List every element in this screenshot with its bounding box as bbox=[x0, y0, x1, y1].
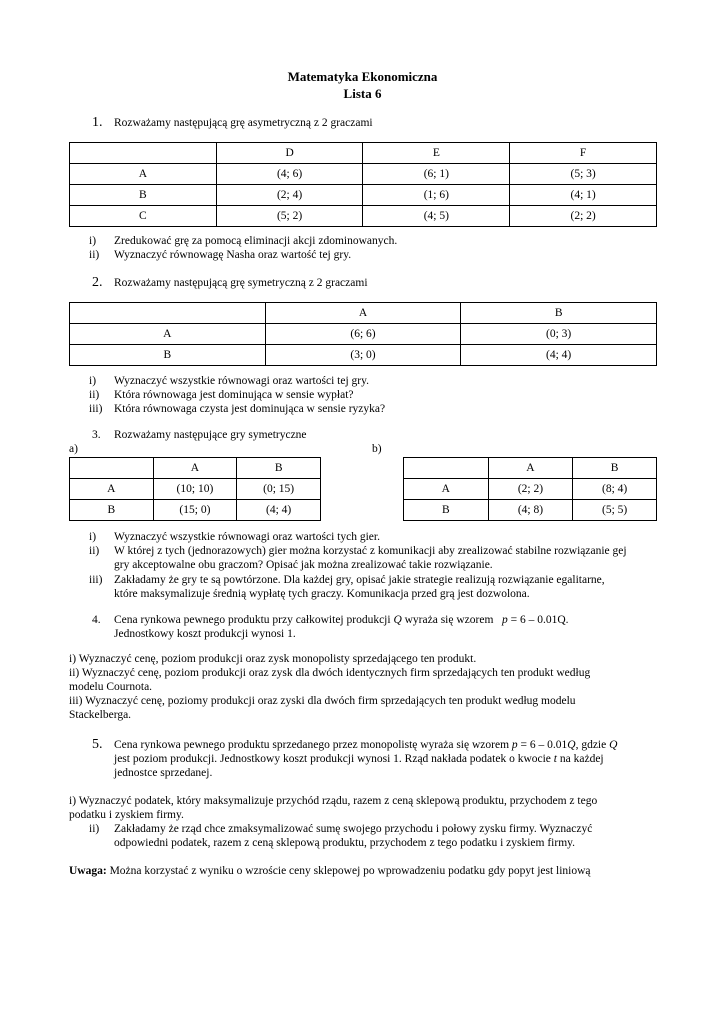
task-text: Wyznaczyć równowagę Nasha oraz wartość tej gry. bbox=[114, 249, 352, 261]
q3-label-b: b) bbox=[372, 443, 382, 455]
q3-task-iii bbox=[89, 574, 659, 604]
table-cell: (10; 10) bbox=[153, 479, 237, 500]
table-header-cell: D bbox=[216, 143, 363, 164]
q1-number: 1. bbox=[92, 115, 103, 130]
q2-number: 2. bbox=[92, 275, 103, 290]
q5-line2 bbox=[114, 753, 659, 765]
task-number: i) bbox=[89, 531, 97, 543]
page-title: Matematyka Ekonomiczna bbox=[287, 69, 438, 84]
row-label: B bbox=[70, 185, 217, 206]
table-cell: (4; 1) bbox=[510, 185, 657, 206]
q4-number: 4. bbox=[92, 614, 101, 626]
q3-text: Rozważamy następujące gry symetryczne bbox=[114, 429, 307, 441]
row-label: B bbox=[404, 500, 489, 521]
row-label: A bbox=[70, 324, 266, 345]
table-row bbox=[70, 458, 321, 479]
table-row bbox=[70, 164, 657, 185]
q3-task-ii bbox=[89, 545, 659, 575]
table-cell bbox=[404, 458, 489, 479]
table-cell: (8; 4) bbox=[573, 479, 657, 500]
q5-var-q: Q bbox=[609, 739, 618, 751]
table-header-cell: A bbox=[265, 303, 461, 324]
table-cell: (4; 8) bbox=[488, 500, 573, 521]
q4-var-p: p bbox=[502, 614, 508, 626]
table-cell: (4; 5) bbox=[363, 206, 510, 227]
q4-line2: Jednostkowy koszt produkcji wynosi 1. bbox=[114, 628, 296, 640]
table-row bbox=[404, 500, 657, 521]
q2-table bbox=[69, 302, 657, 366]
note-label: Uwaga: bbox=[69, 865, 107, 877]
table-cell: (15; 0) bbox=[153, 500, 237, 521]
table-row bbox=[404, 479, 657, 500]
q4-text: Cena rynkowa pewnego produktu przy całkowitej produkcji bbox=[114, 614, 391, 626]
table-row bbox=[404, 458, 657, 479]
task-text: Zredukować grę za pomocą eliminacji akcji zdominowanych. bbox=[114, 235, 398, 247]
table-cell: (5; 5) bbox=[573, 500, 657, 521]
task-text: Zakładamy że gry te są powtórzone. Dla każdej gry, opisać jakie strategie realizują rozwiązanie egalitarne, bbox=[114, 574, 605, 586]
row-label: C bbox=[70, 206, 217, 227]
table-cell bbox=[70, 458, 154, 479]
table-header-cell: A bbox=[153, 458, 237, 479]
page-subtitle: Lista 6 bbox=[343, 86, 382, 101]
table-row bbox=[70, 345, 657, 366]
q3-table-a bbox=[69, 457, 321, 521]
table-cell: (4; 6) bbox=[216, 164, 363, 185]
q5-number: 5. bbox=[92, 737, 103, 752]
task-text: które maksymalizuje średnią wypłatę tych graczy. Komunikacja przed grą jest dozwolona. bbox=[114, 588, 530, 600]
table-cell: (2; 2) bbox=[488, 479, 573, 500]
table-cell: (2; 2) bbox=[510, 206, 657, 227]
row-label: A bbox=[70, 479, 154, 500]
table-cell: (4; 4) bbox=[461, 345, 657, 366]
row-label: A bbox=[404, 479, 489, 500]
table-cell: (2; 4) bbox=[216, 185, 363, 206]
row-label: B bbox=[70, 500, 154, 521]
q4-var-q: Q bbox=[393, 614, 402, 626]
q2-text: Rozważamy następującą grę symetryczną z 2 graczami bbox=[114, 277, 368, 289]
q4-formula: = 6 – 0.01Q. bbox=[510, 614, 569, 626]
table-header-cell: B bbox=[237, 458, 321, 479]
task-number: i) bbox=[89, 375, 97, 387]
table-cell: (3; 0) bbox=[265, 345, 461, 366]
table-header-cell: E bbox=[363, 143, 510, 164]
q5-line1 bbox=[114, 739, 659, 751]
table-cell: (5; 3) bbox=[510, 164, 657, 185]
table-row bbox=[70, 303, 657, 324]
q5-text: jest poziom produkcji. Jednostkowy koszt produkcji wynosi 1. Rząd nakłada podatek o kwocie bbox=[114, 753, 551, 765]
row-label: A bbox=[70, 164, 217, 185]
table-cell: (6; 1) bbox=[363, 164, 510, 185]
q4-text: wyraża się wzorem bbox=[404, 614, 494, 626]
row-label: B bbox=[70, 345, 266, 366]
table-row bbox=[70, 143, 657, 164]
note-text: Można korzystać z wyniku o wzroście ceny sklepowej po wprowadzeniu podatku gdy popyt jest liniową bbox=[109, 865, 591, 877]
table-cell: (0; 15) bbox=[237, 479, 321, 500]
q5-formula: = 6 – 0.01 bbox=[520, 739, 568, 751]
task-text: Wyznaczyć wszystkie równowagi oraz wartości tych gier. bbox=[114, 531, 380, 543]
q4-task-ii: ii) Wyznaczyć cenę, poziom produkcji oraz zysk dla dwóch identycznych firm sprzedających ten produkt według bbox=[69, 667, 591, 679]
table-header-cell: F bbox=[510, 143, 657, 164]
table-row bbox=[70, 206, 657, 227]
q5-task-i-cont: podatku i zyskiem firmy. bbox=[69, 809, 184, 821]
table-row bbox=[70, 185, 657, 206]
table-cell: (4; 4) bbox=[237, 500, 321, 521]
task-number: ii) bbox=[89, 545, 100, 557]
q5-text: , gdzie bbox=[575, 739, 607, 751]
task-text: Która równowaga jest dominująca w sensie wypłat? bbox=[114, 389, 354, 401]
q5-var-p: p bbox=[511, 739, 518, 751]
table-header-cell: B bbox=[461, 303, 657, 324]
table-row bbox=[70, 479, 321, 500]
q1-text: Rozważamy następującą grę asymetryczną z 2 graczami bbox=[114, 117, 373, 129]
task-number: iii) bbox=[89, 403, 103, 415]
q5-text: Cena rynkowa pewnego produktu sprzedanego przez monopolistę wyraża się wzorem bbox=[114, 739, 510, 751]
q5-task-i: i) Wyznaczyć podatek, który maksymalizuje przychód rządu, razem z ceną sklepową produktu, przychodem z tego bbox=[69, 795, 598, 807]
table-cell: (0; 3) bbox=[461, 324, 657, 345]
q4-task-ii-cont: modelu Cournota. bbox=[69, 681, 153, 693]
q4-task-iii: iii) Wyznaczyć cenę, poziomy produkcji oraz zyski dla dwóch firm sprzedających ten produkt według modelu bbox=[69, 695, 576, 707]
task-number: iii) bbox=[89, 574, 103, 586]
note bbox=[69, 865, 659, 877]
table-cell: (6; 6) bbox=[265, 324, 461, 345]
task-number: ii) bbox=[89, 389, 100, 401]
table-cell: (5; 2) bbox=[216, 206, 363, 227]
table-header-cell: B bbox=[573, 458, 657, 479]
q5-line3: jednostce sprzedanej. bbox=[114, 767, 213, 779]
q3-number: 3. bbox=[92, 429, 101, 441]
q5-task-ii-number: ii) bbox=[89, 823, 100, 835]
task-text: gry akceptowalne obu graczom? Opisać jak można zrealizować takie rozwiązanie. bbox=[114, 559, 493, 571]
task-text: Która równowaga czysta jest dominująca w sensie ryzyka? bbox=[114, 403, 386, 415]
q5-task-ii-cont: odpowiedni podatek, razem z ceną sklepową produktu, przychodem z tego podatku i zyskiem firmy. bbox=[114, 837, 576, 849]
table-row bbox=[70, 500, 321, 521]
q4-task-iii-cont: Stackelberga. bbox=[69, 709, 132, 721]
q4-line1 bbox=[114, 614, 657, 626]
q5-task-ii: Zakładamy że rząd chce zmaksymalizować sumę swojego przychodu i połowy zysku firmy. Wyznaczyć bbox=[114, 823, 593, 835]
table-cell bbox=[70, 143, 217, 164]
q5-var-q: Q bbox=[567, 739, 576, 751]
task-number: ii) bbox=[89, 249, 100, 261]
q3-label-a: a) bbox=[69, 443, 78, 455]
table-cell bbox=[70, 303, 266, 324]
task-text: W której z tych (jednorazowych) gier można korzystać z komunikacji aby zrealizować stabilne rozwiązanie gej bbox=[114, 545, 627, 557]
table-cell: (1; 6) bbox=[363, 185, 510, 206]
q3-table-b bbox=[403, 457, 657, 521]
q1-table bbox=[69, 142, 657, 227]
q4-task-i: i) Wyznaczyć cenę, poziom produkcji oraz zysk monopolisty sprzedającego ten produkt. bbox=[69, 653, 477, 665]
table-row bbox=[70, 324, 657, 345]
q5-var-t: t bbox=[553, 753, 557, 765]
q5-text: na każdej bbox=[559, 753, 604, 765]
table-header-cell: A bbox=[488, 458, 573, 479]
task-number: i) bbox=[89, 235, 97, 247]
task-text: Wyznaczyć wszystkie równowagi oraz wartości tej gry. bbox=[114, 375, 369, 387]
